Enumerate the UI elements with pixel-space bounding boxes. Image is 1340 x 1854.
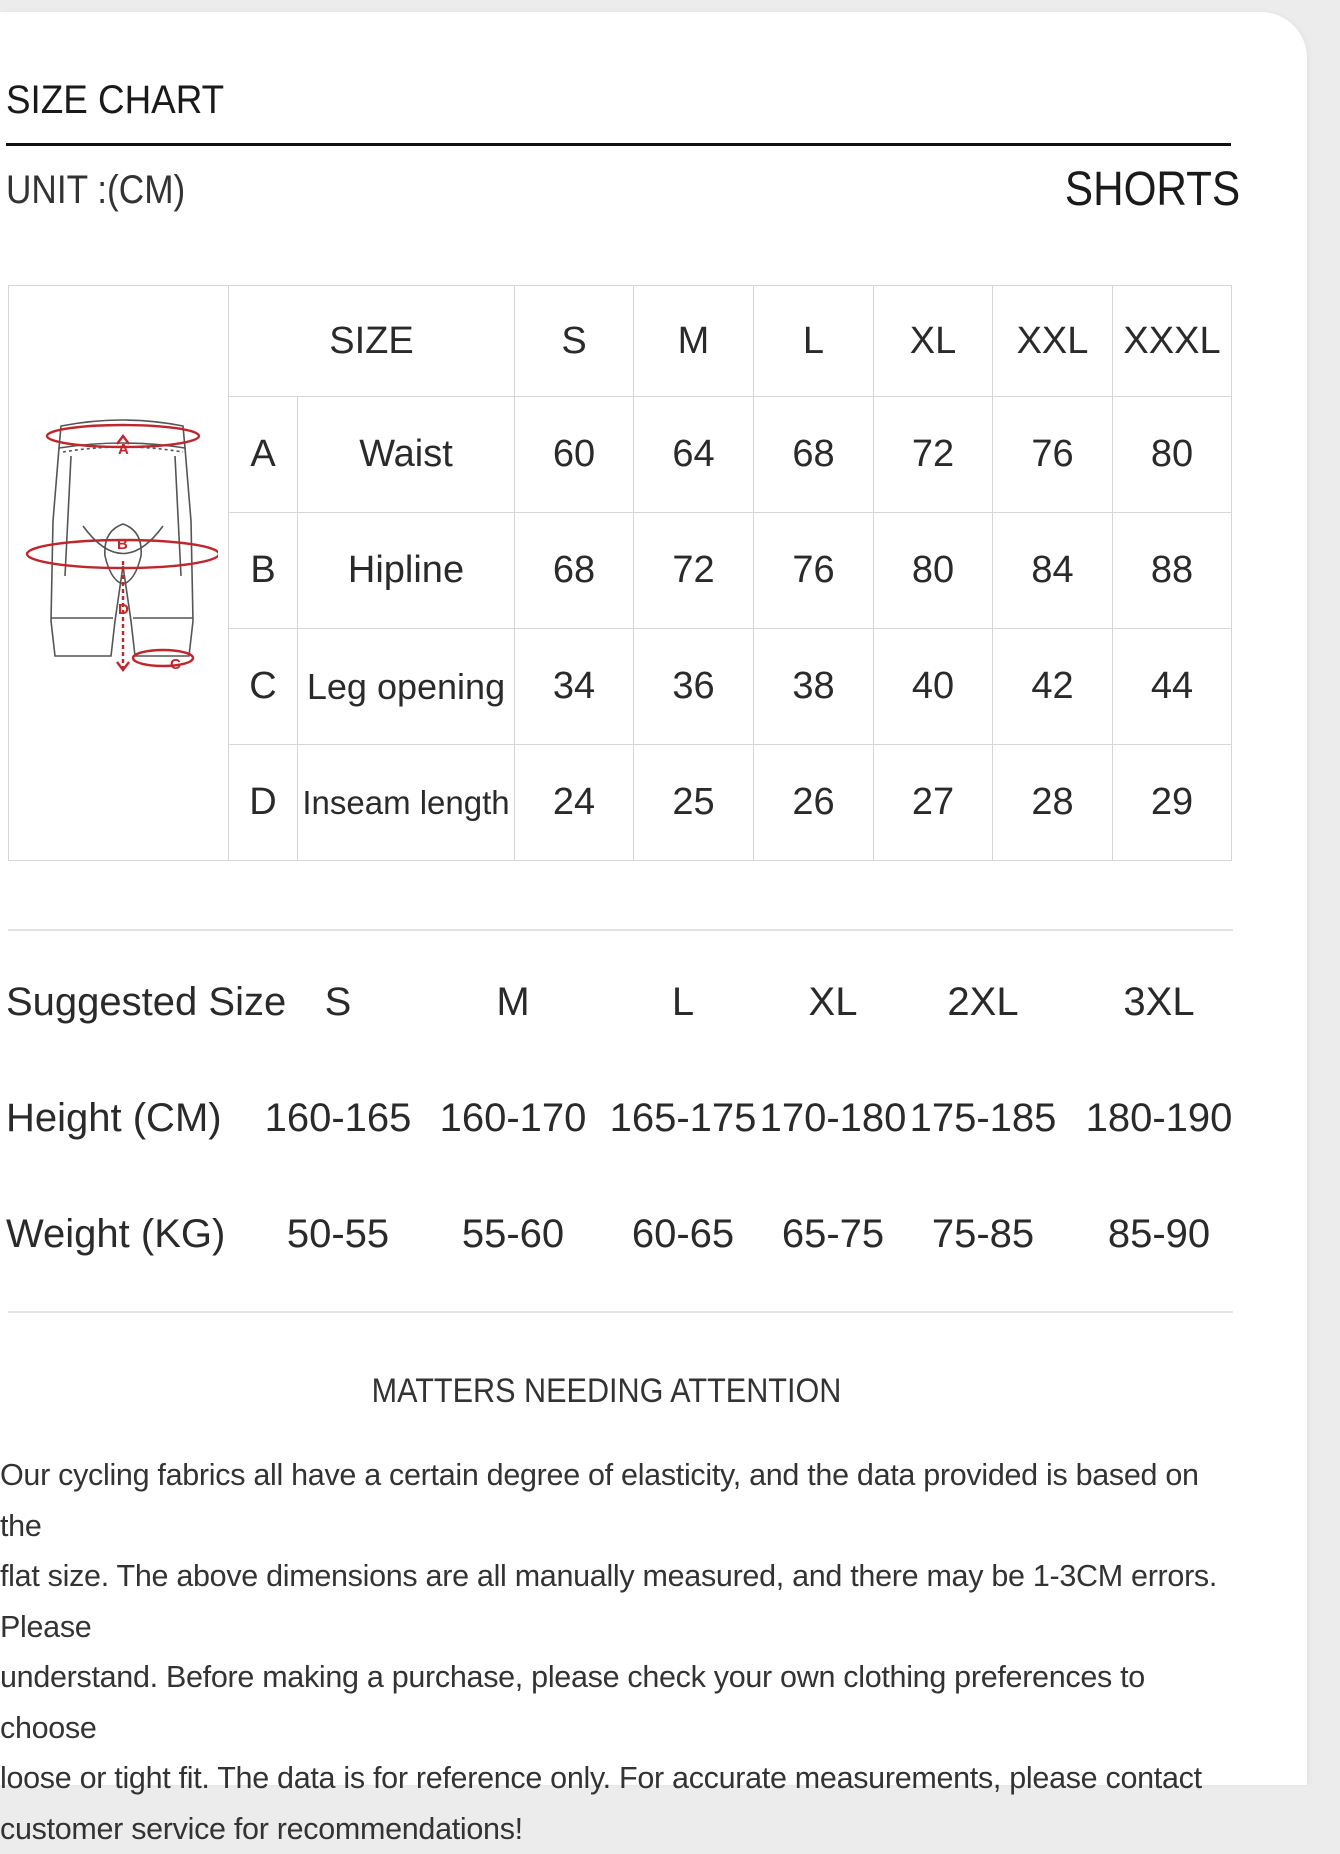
table-cell: 25 <box>634 745 754 861</box>
svg-text:D: D <box>118 601 129 618</box>
measure-letter: A <box>229 397 298 513</box>
measure-name: Leg opening <box>298 629 515 745</box>
table-cell: 28 <box>993 745 1113 861</box>
table-cell: 27 <box>874 745 993 861</box>
measure-letter: B <box>229 513 298 629</box>
size-table <box>8 285 1232 861</box>
title-divider <box>6 143 1231 146</box>
size-header-cell: XXL <box>993 286 1113 397</box>
table-cell: 65-75 <box>758 1176 908 1292</box>
attention-line: customer service for recommendations! <box>0 1804 1235 1854</box>
measure-name: Inseam length <box>298 745 515 861</box>
table-cell: 36 <box>634 629 754 745</box>
measure-letter: C <box>229 629 298 745</box>
unit-label: UNIT :(CM) <box>6 168 185 213</box>
table-cell: S <box>258 944 418 1060</box>
size-header-cell: L <box>754 286 874 397</box>
table-cell: 3XL <box>1058 944 1260 1060</box>
attention-line: flat size. The above dimensions are all manually measured, and there may be 1-3CM errors. Please <box>0 1551 1235 1652</box>
table-cell: 38 <box>754 629 874 745</box>
table-cell: 170-180 <box>758 1060 908 1176</box>
table-cell: 160-170 <box>418 1060 608 1176</box>
suggested-row-label: Weight (KG) <box>0 1176 258 1292</box>
suggested-row-label: Height (CM) <box>0 1060 258 1176</box>
size-header-cell: XXXL <box>1113 286 1232 397</box>
table-cell: 72 <box>874 397 993 513</box>
size-header-row <box>9 286 1232 397</box>
table-cell: 68 <box>754 397 874 513</box>
measure-letter: D <box>229 745 298 861</box>
measure-name: Hipline <box>298 513 515 629</box>
table-cell: 68 <box>515 513 634 629</box>
table-cell: 80 <box>874 513 993 629</box>
table-cell: 175-185 <box>908 1060 1058 1176</box>
suggested-size-table <box>0 944 1260 1292</box>
table-row <box>0 1060 1260 1176</box>
table-cell: 160-165 <box>258 1060 418 1176</box>
table-cell: 29 <box>1113 745 1232 861</box>
table-cell: 60-65 <box>608 1176 758 1292</box>
table-cell: XL <box>758 944 908 1060</box>
attention-line: Our cycling fabrics all have a certain degree of elasticity, and the data provided is based on the <box>0 1450 1235 1551</box>
table-cell: 88 <box>1113 513 1232 629</box>
table-cell: 40 <box>874 629 993 745</box>
attention-line: understand. Before making a purchase, please check your own clothing preferences to choose <box>0 1652 1235 1753</box>
table-cell: 44 <box>1113 629 1232 745</box>
attention-title: MATTERS NEEDING ATTENTION <box>61 1372 1153 1411</box>
table-cell: 165-175 <box>608 1060 758 1176</box>
attention-line: loose or tight fit. The data is for reference only. For accurate measurements, please contact <box>0 1753 1235 1804</box>
svg-text:B: B <box>117 536 128 553</box>
size-header-cell: S <box>515 286 634 397</box>
table-cell: 80 <box>1113 397 1232 513</box>
table-cell: 2XL <box>908 944 1058 1060</box>
size-header-cell: M <box>634 286 754 397</box>
table-cell: 50-55 <box>258 1176 418 1292</box>
section-divider <box>8 929 1233 931</box>
table-row <box>0 944 1260 1060</box>
table-cell: 60 <box>515 397 634 513</box>
table-cell: M <box>418 944 608 1060</box>
table-cell: 84 <box>993 513 1113 629</box>
table-cell: 64 <box>634 397 754 513</box>
measure-name: Waist <box>298 397 515 513</box>
table-cell: 72 <box>634 513 754 629</box>
table-cell: 75-85 <box>908 1176 1058 1292</box>
shorts-illustration-cell <box>9 286 229 861</box>
cycling-shorts-diagram-icon <box>23 406 218 691</box>
section-divider <box>8 1311 1233 1313</box>
svg-text:A: A <box>118 441 129 458</box>
table-cell: 34 <box>515 629 634 745</box>
suggested-row-label: Suggested Size <box>0 944 258 1060</box>
svg-text:C: C <box>170 656 181 673</box>
table-row <box>0 1176 1260 1292</box>
table-cell: 55-60 <box>418 1176 608 1292</box>
page-title: SIZE CHART <box>6 78 224 123</box>
size-header-cell: XL <box>874 286 993 397</box>
table-cell: L <box>608 944 758 1060</box>
attention-text <box>0 1450 1235 1854</box>
table-cell: 76 <box>754 513 874 629</box>
size-column-header: SIZE <box>229 286 515 397</box>
product-label: SHORTS <box>1065 162 1240 217</box>
table-cell: 76 <box>993 397 1113 513</box>
table-cell: 180-190 <box>1058 1060 1260 1176</box>
table-cell: 42 <box>993 629 1113 745</box>
table-cell: 26 <box>754 745 874 861</box>
table-cell: 24 <box>515 745 634 861</box>
table-cell: 85-90 <box>1058 1176 1260 1292</box>
